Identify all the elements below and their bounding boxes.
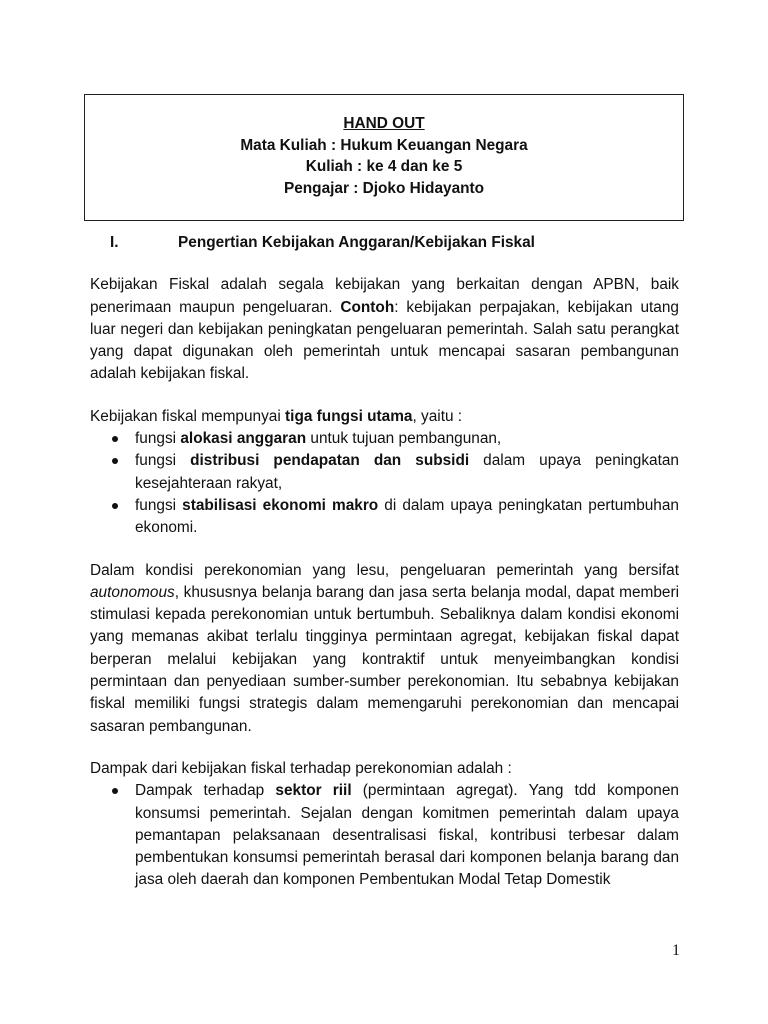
lecture-number: Kuliah : ke 4 dan ke 5 bbox=[305, 158, 463, 175]
list-item bbox=[90, 495, 679, 540]
paragraph-definition bbox=[90, 274, 679, 385]
item-text: (permintaan agregat). Yang tdd komponen konsumsi pemerintah. Sejalan dengan komitmen pemerintah dalam upaya pemantapan pelaksanaan desentralisasi fiskal, kontribusi terbesar dalam pembentukan konsumsi pemerintah berasal dari komponen belanja barang dan jasa oleh daerah dan komponen Pembentukan Modal Tetap Domestik bbox=[135, 782, 679, 889]
item-bold: distribusi pendapatan dan subsidi bbox=[190, 452, 470, 470]
para1-text-1: Kebijakan Fiskal adalah segala kebijakan yang berkaitan dengan APBN, baik penerimaan maupun pengeluaran. bbox=[90, 276, 679, 316]
item-text: di dalam upaya peningkatan pertumbuhan ekonomi. bbox=[135, 496, 679, 537]
item-bold: alokasi anggaran bbox=[180, 430, 307, 448]
list-item bbox=[90, 780, 679, 891]
para1-bold: Contoh bbox=[340, 298, 395, 316]
list-item bbox=[90, 428, 679, 450]
section-title: Pengertian Kebijakan Anggaran/Kebijakan Fiskal bbox=[178, 234, 535, 251]
para2-bold: tiga fungsi utama bbox=[285, 407, 413, 425]
para3-text-1: Dalam kondisi perekonomian yang lesu, pengeluaran pemerintah yang bersifat bbox=[90, 561, 679, 579]
para3-text-2: , khususnya belanja barang dan jasa serta belanja modal, dapat memberi stimulasi kepada perekonomian untuk bertumbuh. Sebaliknya dalam kondisi ekonomi yang memanas akibat terlalu tingginya permintaan agregat, kebijakan fiskal dapat berperan melalui kebijakan yang kontraktif untuk menyeimbangkan kondisi permintaan dan penyediaan sumber-sumber perekonomian. Itu sebabnya kebijakan fiskal memiliki fungsi strategis dalam memengaruhi perekonomian dan mencapai sasaran pembangunan. bbox=[90, 583, 679, 735]
list-item bbox=[90, 450, 679, 495]
section-heading bbox=[90, 232, 679, 254]
header-box bbox=[84, 94, 684, 221]
item-text: untuk tujuan pembangunan, bbox=[306, 430, 502, 448]
item-text: fungsi bbox=[135, 452, 191, 470]
para1-text-2: : kebijakan perpajakan, kebijakan utang luar negeri dan kebijakan peningkatan pengeluaran pemerintah. Salah satu perangkat yang dapat digunakan oleh pemerintah untuk mencapai sasaran pembangunan adalah kebijakan fiskal. bbox=[90, 298, 679, 383]
item-bold: sektor riil bbox=[275, 782, 352, 800]
course-name: Mata Kuliah : Hukum Keuangan Negara bbox=[240, 136, 528, 154]
section-number: I. bbox=[110, 234, 119, 251]
item-bold: stabilisasi ekonomi makro bbox=[182, 496, 379, 514]
item-text: Dampak terhadap bbox=[135, 782, 276, 800]
impacts-list bbox=[90, 780, 679, 891]
para2-text-2: , yaitu : bbox=[412, 407, 463, 425]
para3-italic: autonomous bbox=[90, 583, 175, 601]
item-text: fungsi bbox=[135, 496, 183, 514]
paragraph-conditions bbox=[90, 560, 679, 738]
item-text: dalam upaya peningkatan kesejahteraan rakyat, bbox=[135, 452, 679, 492]
lecturer-name: Pengajar : Djoko Hidayanto bbox=[283, 179, 485, 197]
item-text: fungsi bbox=[135, 430, 181, 448]
document-body bbox=[90, 232, 679, 892]
paragraph-functions-intro bbox=[90, 406, 679, 428]
functions-list bbox=[90, 428, 679, 539]
handout-title: HAND OUT bbox=[343, 115, 425, 132]
para2-text-1: Kebijakan fiskal mempunyai bbox=[90, 407, 286, 425]
page-number: 1 bbox=[672, 942, 680, 959]
paragraph-impacts-intro: Dampak dari kebijakan fiskal terhadap perekonomian adalah : bbox=[90, 759, 512, 777]
